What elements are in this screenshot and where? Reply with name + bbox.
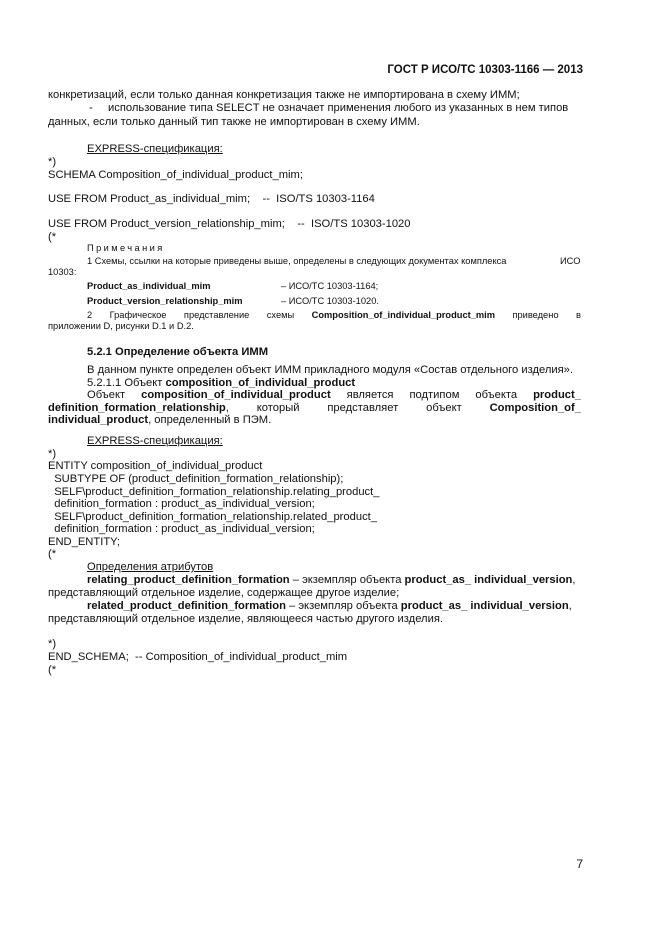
entity-code-line: SELF\product_definition_formation_relationship.relating_product_ — [48, 486, 380, 498]
attribute-1-type: product_as_ individual_version — [404, 574, 573, 586]
intro-bullet: - — [89, 102, 93, 114]
attribute-1-name: relating_product_definition_formation — [87, 574, 290, 586]
attribute-2-name: related_product_definition_formation — [87, 600, 286, 612]
note-2-word: в — [575, 310, 581, 320]
note-1-iso: ИСО — [560, 256, 581, 266]
attribute-1-line-1 — [87, 573, 581, 587]
notes-title: Примечания — [87, 243, 165, 253]
section-paragraph: В данном пункте определен объект ИММ прикладного модуля «Состав отдельного изделия». — [87, 364, 574, 376]
desc-word: объекта — [475, 389, 518, 401]
entity-code-line: definition_formation : product_as_individual_version; — [48, 498, 315, 510]
desc-object-name: Composition_of_ — [489, 402, 581, 414]
use-from-line-1: USE FROM Product_as_individual_mim; -- ISO/TS 10303-1164 — [48, 193, 375, 205]
note-2-word: 2 — [87, 310, 93, 320]
note-2-word: Графическое — [109, 310, 167, 320]
subsection-entity-name: composition_of_individual_product — [165, 377, 356, 389]
intro-line-2: использование типа SELECT не означает применения любого из указанных в нем типов — [108, 102, 569, 114]
description-line-1 — [87, 388, 581, 402]
desc-word: Объект — [87, 389, 126, 401]
attribute-2-type: product_as_ individual_version — [400, 600, 569, 612]
desc-word: который — [256, 402, 300, 414]
entity-code-line: SELF\product_definition_formation_relationship.related_product_ — [48, 511, 377, 523]
attribute-1-line-2: представляющий отдельное изделие, содержащее другое изделие; — [48, 587, 400, 599]
attribute-1-comma: , — [572, 574, 576, 586]
end-schema-line: END_SCHEMA; -- Composition_of_individual_product_mim — [48, 651, 348, 663]
intro-line-3: данных, если только данный тип также не импортирован в схему ИММ. — [48, 116, 420, 128]
desc-word: объект — [426, 402, 462, 414]
note-2-word: представление — [183, 310, 250, 320]
page-number: 7 — [576, 857, 583, 871]
desc-word: подтипом — [409, 389, 460, 401]
entity-close-marker: (* — [48, 548, 57, 560]
schema-declaration: SCHEMA Composition_of_individual_product_mim; — [48, 169, 303, 181]
attribute-2-line-1 — [87, 599, 581, 613]
entity-code-line: ENTITY composition_of_individual_product — [48, 460, 263, 472]
ref-1-doc: – ИСО/ТС 10303-1164; — [281, 281, 379, 291]
desc-line-end: , определенный в ПЭМ. — [148, 414, 272, 426]
schema-open-marker: *) — [48, 156, 57, 168]
desc-supertype-part: product_ — [533, 389, 581, 401]
attribute-2-line-2: представляющий отдельное изделие, являющееся частью другого изделия. — [48, 613, 443, 625]
end-schema-open-marker: *) — [48, 638, 57, 650]
attribute-1-desc: – экземпляр объекта — [292, 574, 402, 586]
desc-word: является — [346, 389, 394, 401]
desc-comma: , — [225, 402, 229, 414]
note-1-continuation: 10303: — [48, 267, 77, 277]
express-label-entity: EXPRESS-спецификация: — [87, 435, 223, 447]
desc-word: представляет — [327, 402, 399, 414]
ref-2-doc: – ИСО/ТС 10303-1020. — [281, 296, 379, 306]
section-heading: 5.2.1 Определение объекта ИММ — [87, 346, 269, 358]
entity-code-line: SUBTYPE OF (product_definition_formation_relationship); — [48, 473, 344, 485]
description-line-3 — [48, 413, 271, 427]
schema-close-marker: (* — [48, 231, 57, 243]
note-1-text: 1 Схемы, ссылки на которые приведены выше, определены в следующих документах комплекса — [87, 256, 507, 266]
desc-supertype-name: definition_formation_relationship — [48, 402, 226, 414]
intro-line-1: конкретизаций, если только данная конкретизация также не импортирована в схему ИММ; — [48, 89, 520, 101]
use-from-line-2: USE FROM Product_version_relationship_mim; -- ISO/TS 10303-1020 — [48, 218, 411, 230]
document-header: ГОСТ Р ИСО/ТС 10303-1166 — 2013 — [387, 64, 583, 76]
attribute-2-desc: – экземпляр объекта — [289, 600, 398, 612]
express-label-schema: EXPRESS-спецификация: — [87, 143, 223, 155]
entity-code-line: END_ENTITY; — [48, 536, 121, 548]
note-2-schema-name: Composition_of_individual_product_mim — [311, 310, 495, 320]
ref-1-name: Product_as_individual_mim — [87, 281, 211, 291]
attribute-2-comma: , — [568, 600, 572, 612]
entity-code-line: definition_formation : product_as_individual_version; — [48, 523, 315, 535]
note-2-line-2: приложении D, рисунки D.1 и D.2. — [48, 321, 194, 331]
attributes-title: Определения атрибутов — [87, 561, 214, 573]
note-2-word: схемы — [266, 310, 295, 320]
desc-entity-name: composition_of_individual_product — [141, 389, 331, 401]
desc-object-name-end: individual_product — [48, 414, 149, 426]
subsection-prefix: 5.2.1.1 Объект — [87, 377, 163, 389]
end-schema-close-marker: (* — [48, 664, 57, 676]
note-2-word: приведено — [512, 310, 559, 320]
entity-open-marker: *) — [48, 448, 57, 460]
ref-2-name: Product_version_relationship_mim — [87, 296, 243, 306]
